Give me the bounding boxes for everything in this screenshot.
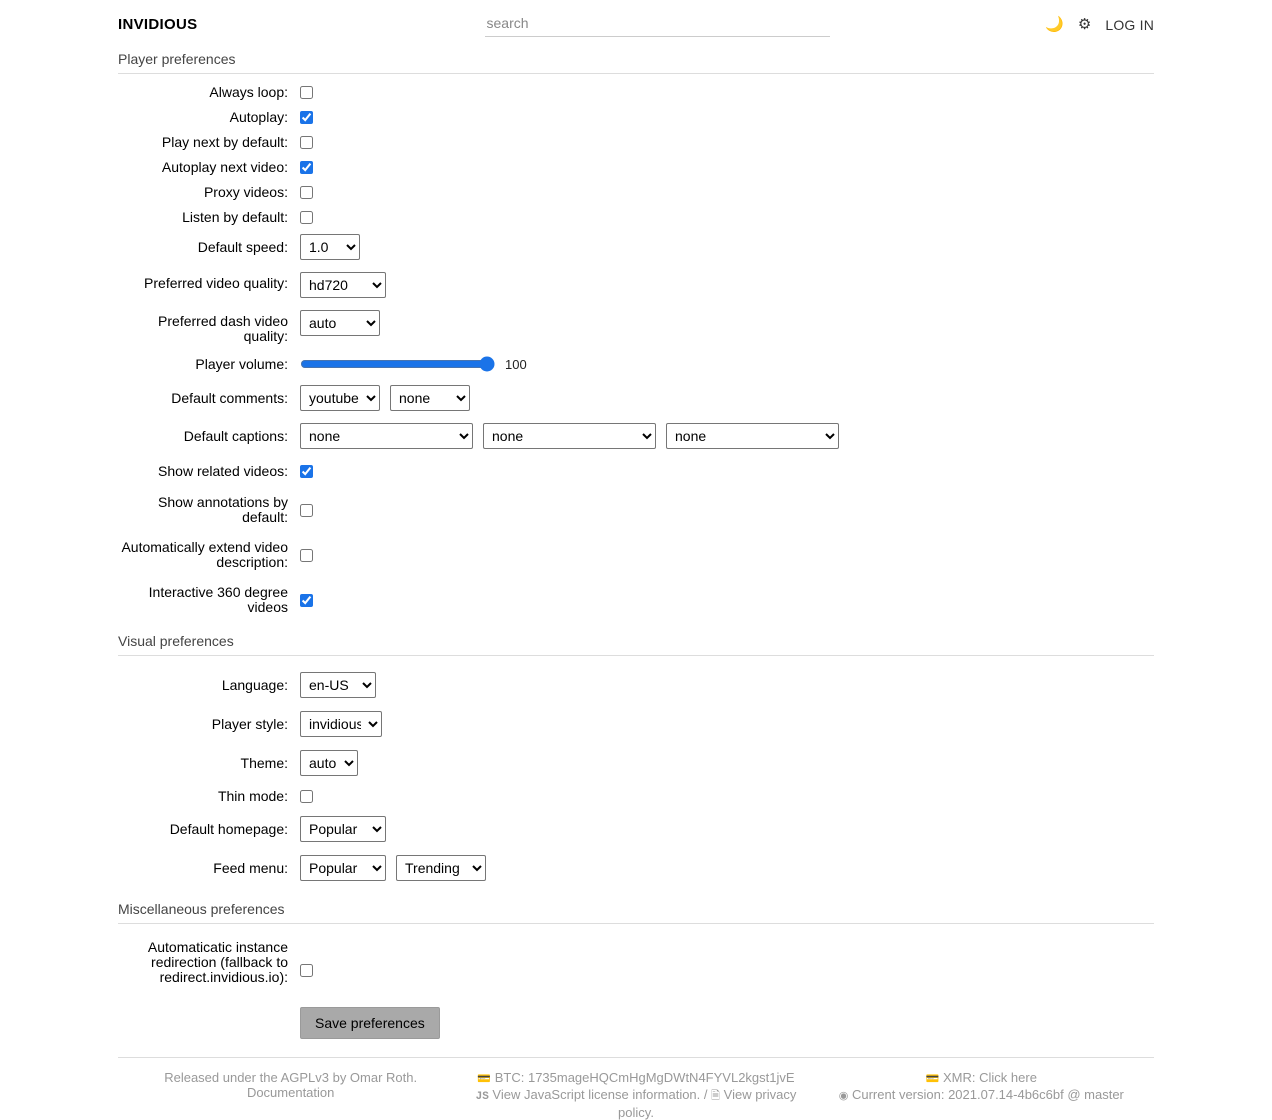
pref-field (300, 272, 1154, 298)
player-style-select[interactable] (300, 711, 382, 737)
feed-menu-select-1[interactable] (300, 855, 386, 881)
pref-label: Listen by default: (182, 209, 288, 225)
pref-field (300, 234, 1154, 260)
document-icon: 🗎 (711, 1090, 721, 1102)
pref-label: Player volume: (195, 356, 288, 372)
save-preferences-button[interactable]: Save preferences (300, 1007, 440, 1039)
pref-default-speed (118, 234, 1154, 260)
video-quality-select[interactable] (300, 272, 386, 298)
monero-btc-icon: 💳 (477, 1073, 492, 1085)
navbar-center (342, 12, 972, 37)
pref-autoplay (118, 109, 1154, 126)
pref-player-style (118, 711, 1154, 737)
pref-field (300, 209, 1154, 224)
pref-field (300, 855, 1154, 881)
pref-field (300, 578, 1154, 607)
save-row (118, 1007, 1154, 1039)
theme-select[interactable] (300, 750, 358, 776)
pref-label: Show annotations by default: (158, 494, 288, 525)
show-annotations-checkbox[interactable] (300, 504, 313, 517)
btc-address: BTC: 1735mageHQCmHgMgDWtN4FYVL2kgst1jvE (494, 1070, 795, 1085)
privacy-policy-link[interactable]: View privacy policy. (618, 1087, 797, 1120)
always-loop-checkbox[interactable] (300, 86, 313, 99)
footer-license-text: Released under the AGPLv3 by Omar Roth. (164, 1070, 418, 1085)
navbar-right (972, 17, 1272, 33)
preferences-page (0, 47, 1272, 1039)
pref-label: Autoplay next video: (161, 159, 288, 175)
default-comments-select-2[interactable] (390, 385, 470, 411)
pref-label: Default comments: (171, 390, 288, 406)
navbar-left (0, 16, 342, 33)
pref-label: Language: (221, 677, 288, 693)
pref-label: Preferred dash video quality: (158, 313, 288, 344)
pref-label: Default homepage: (169, 821, 288, 837)
player-volume-value: 100 (505, 356, 527, 372)
pref-field (300, 750, 1154, 776)
pref-label: Default captions: (183, 428, 288, 444)
pref-language (118, 672, 1154, 698)
default-captions-select-1[interactable] (300, 423, 473, 449)
pref-player-volume (118, 356, 1154, 373)
language-select[interactable] (300, 672, 376, 698)
pref-interactive-360 (118, 578, 1154, 615)
documentation-link[interactable]: Documentation (246, 1085, 335, 1100)
proxy-videos-checkbox[interactable] (300, 186, 313, 199)
pref-field (300, 385, 1154, 411)
pref-field (300, 184, 1154, 199)
xmr-donate-line (815, 1070, 1148, 1087)
pref-field (300, 533, 1154, 562)
pref-field (300, 816, 1154, 842)
section-player-preferences: Player preferences (118, 47, 1154, 74)
feed-menu-select-2[interactable] (396, 855, 486, 881)
search-input[interactable] (485, 12, 830, 37)
pref-label: Show related videos: (158, 463, 288, 479)
auto-redirect-checkbox[interactable] (300, 964, 313, 977)
pref-show-related-videos (118, 463, 1154, 480)
navbar (0, 0, 1272, 47)
pref-feed-menu (118, 855, 1154, 881)
pref-autoplay-next-video (118, 159, 1154, 176)
pref-field (300, 109, 1154, 124)
pref-label: Theme: (240, 755, 288, 771)
brand-logo[interactable]: INVIDIOUS (118, 16, 198, 33)
pref-theme (118, 750, 1154, 776)
btc-donate-line (469, 1070, 802, 1087)
section-misc-preferences: Miscellaneous preferences (118, 897, 1154, 924)
pref-preferred-dash-quality (118, 310, 1154, 344)
footer-center (463, 1070, 808, 1120)
pref-default-comments (118, 385, 1154, 411)
pref-label: Automatically extend video description: (121, 539, 288, 570)
monero-icon: 💳 (925, 1073, 940, 1085)
save-spacer (118, 1007, 300, 1039)
player-volume-slider[interactable] (300, 356, 495, 372)
pref-show-annotations (118, 488, 1154, 525)
xmr-link[interactable]: XMR: Click here (943, 1070, 1037, 1085)
show-related-checkbox[interactable] (300, 465, 313, 478)
pref-play-next-by-default (118, 134, 1154, 151)
footer (118, 1057, 1154, 1120)
listen-default-checkbox[interactable] (300, 211, 313, 224)
pref-label: Autoplay: (229, 109, 288, 125)
pref-field (300, 711, 1154, 737)
autoplay-checkbox[interactable] (300, 111, 313, 124)
pref-label: Interactive 360 degree videos (148, 584, 288, 615)
pref-thin-mode (118, 788, 1154, 805)
pref-field (300, 310, 1154, 336)
pref-label: Play next by default: (161, 134, 288, 150)
interactive-360-checkbox[interactable] (300, 594, 313, 607)
pref-label: Automaticatic instance redirection (fallback to redirect.invidious.io): (147, 939, 288, 985)
github-icon: ◉ (838, 1090, 849, 1102)
js-license-link[interactable]: View JavaScript license information. (492, 1087, 701, 1102)
play-next-checkbox[interactable] (300, 136, 313, 149)
pref-proxy-videos (118, 184, 1154, 201)
dash-quality-select[interactable] (300, 310, 380, 336)
footer-right (809, 1070, 1154, 1120)
pref-label: Preferred video quality: (144, 275, 288, 291)
pref-field (300, 672, 1154, 698)
pref-field (300, 488, 1154, 517)
pref-label: Player style: (211, 716, 288, 732)
pref-field (300, 423, 1154, 449)
default-comments-select-1[interactable] (300, 385, 380, 411)
pref-always-loop (118, 84, 1154, 101)
pref-label: Thin mode: (217, 788, 288, 804)
pref-field (300, 788, 1154, 803)
login-link[interactable]: LOG IN (1105, 16, 1154, 33)
thin-mode-checkbox[interactable] (300, 790, 313, 803)
pref-extend-description (118, 533, 1154, 570)
footer-left (118, 1070, 463, 1120)
pref-label: Default speed: (197, 239, 288, 255)
pref-listen-by-default (118, 209, 1154, 226)
search-form (485, 12, 830, 37)
default-homepage-select[interactable] (300, 816, 386, 842)
pref-field (300, 134, 1154, 149)
current-version-link[interactable]: Current version: 2021.07.14-4b6c6bf @ master (851, 1087, 1124, 1102)
gear-icon[interactable]: ⚙ (1077, 16, 1092, 33)
pref-default-homepage (118, 816, 1154, 842)
extend-description-checkbox[interactable] (300, 549, 313, 562)
pref-label: Proxy videos: (203, 184, 288, 200)
autoplay-next-checkbox[interactable] (300, 161, 313, 174)
pref-field (300, 84, 1154, 99)
version-line (815, 1087, 1148, 1104)
default-captions-select-2[interactable] (483, 423, 656, 449)
pref-label: Always loop: (209, 84, 288, 100)
js-license-line (469, 1087, 802, 1120)
default-captions-select-3[interactable] (666, 423, 839, 449)
pref-auto-instance-redirect (118, 938, 1154, 985)
default-speed-select[interactable] (300, 234, 360, 260)
footer-separator: / (703, 1087, 708, 1102)
pref-field (300, 463, 1154, 478)
section-visual-preferences: Visual preferences (118, 629, 1154, 656)
pref-preferred-video-quality (118, 272, 1154, 298)
pref-field (300, 356, 1154, 372)
pref-field (300, 159, 1154, 174)
pref-label: Feed menu: (213, 860, 288, 876)
js-badge-icon: JS (475, 1091, 489, 1103)
moon-icon[interactable]: 🌙 (1045, 16, 1064, 33)
pref-default-captions (118, 423, 1154, 449)
pref-field (300, 938, 1154, 977)
